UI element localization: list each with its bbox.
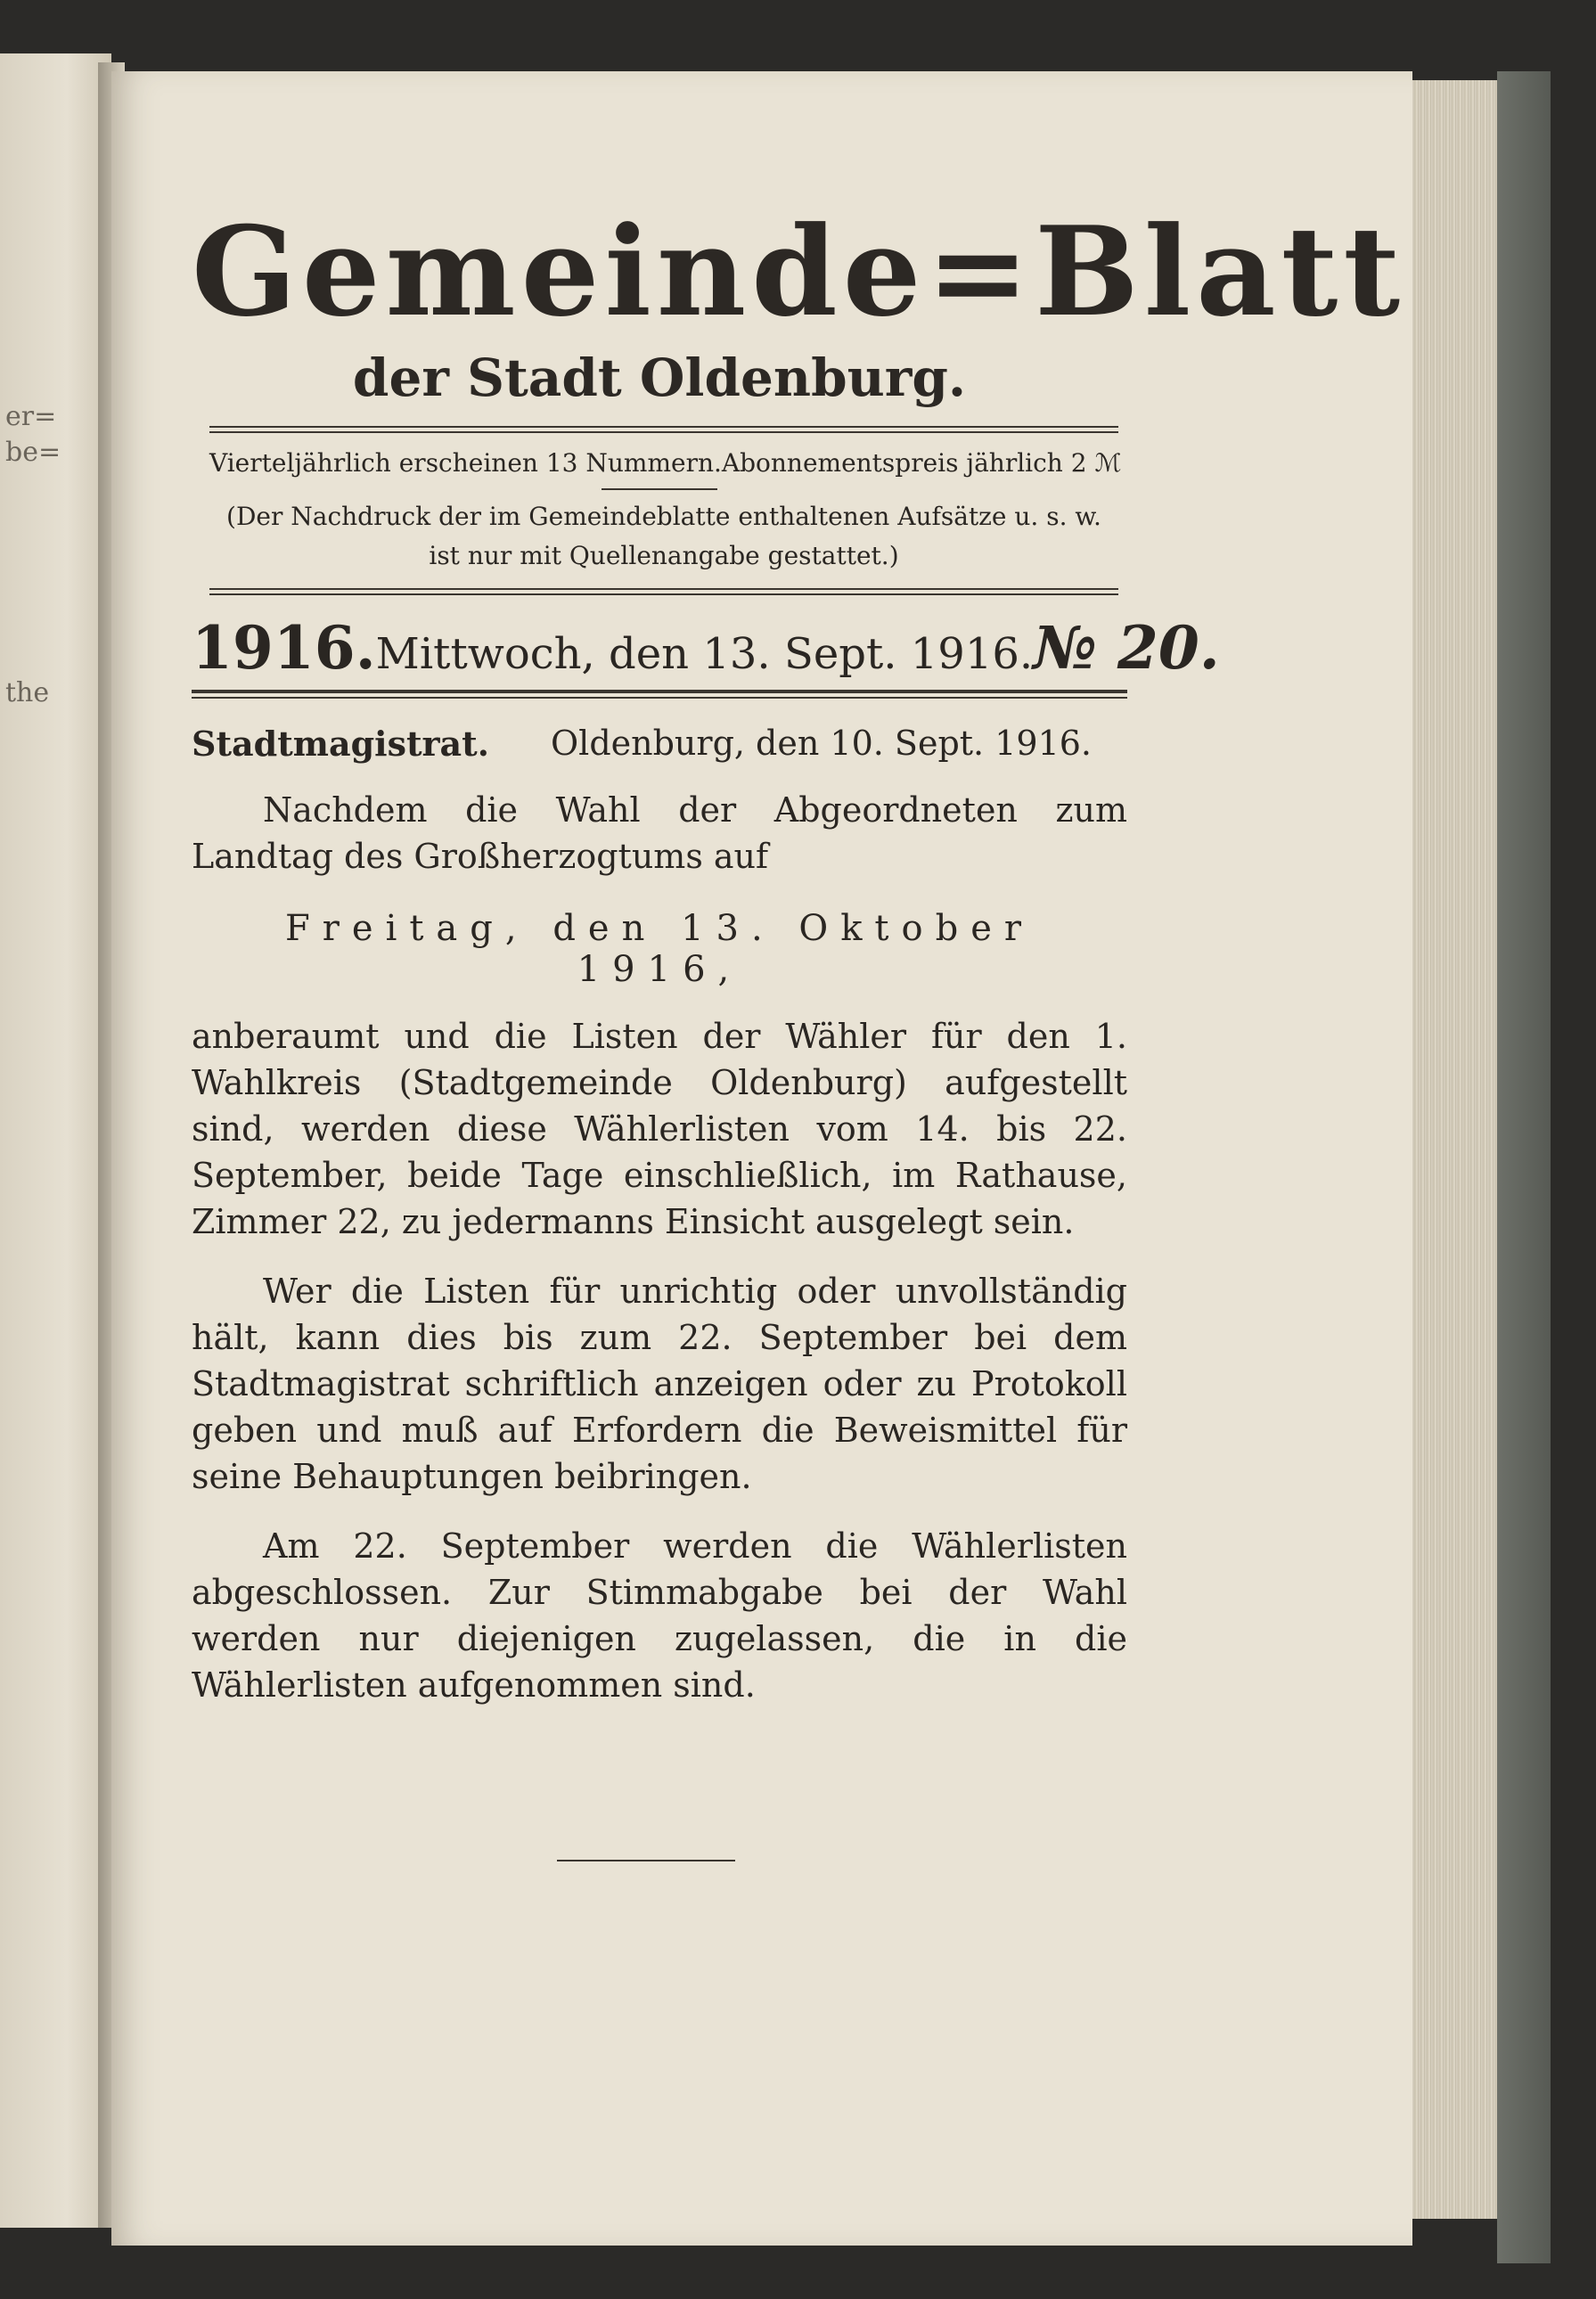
notice-paragraph: anberaumt und die Listen der Wähler für den 1. Wahlkreis (Stadtgemeinde Oldenburg) aufgestellt sind, werden diese Wählerlisten vom 14. bis 22. September, beide Tage einschließlich, im Rathause, Zimmer 22, zu jedermanns Einsicht ausgelegt sein. <box>192 1017 1127 1241</box>
short-divider <box>602 488 717 490</box>
frequency-text: Vierteljährlich erscheinen 13 Nummern. <box>209 448 722 478</box>
left-fragment: be= <box>5 437 61 468</box>
notice-paragraph: Wer die Listen für unrichtig oder unvollständig hält, kann dies bis zum 22. September bei dem Stadtmagistrat schriftlich anzeigen oder zu Protokoll geben und muß auf Erfordern die Beweismittel für seine Behauptungen beibringen. <box>192 1272 1127 1496</box>
notice-place-date: Oldenburg, den 10. Sept. 1916. <box>551 724 1092 763</box>
issue-dateline <box>192 613 1220 683</box>
reprint-notice: (Der Nachdruck der im Gemeindeblatte enthaltenen Aufsätze u. s. w. ist nur mit Quellenangabe gestattet.) <box>226 502 1101 570</box>
page-edges <box>1412 80 1497 2219</box>
left-page-text-fragments <box>0 53 111 2228</box>
notice-office: Stadtmagistrat. <box>192 724 489 764</box>
issue-date: Mittwoch, den 13. Sept. 1916. <box>375 629 1034 679</box>
end-divider <box>557 1860 735 1861</box>
issue-year: 1916. <box>192 613 376 683</box>
left-page <box>0 53 111 2228</box>
masthead-title: Gemeinde=Blatt <box>192 199 1406 344</box>
subscription-price: Abonnementspreis jährlich 2 ℳ <box>721 448 1122 478</box>
left-fragment: er= <box>5 401 57 432</box>
election-date: Freitag, den 13. Oktober 1916, <box>285 908 1034 990</box>
book-cover <box>1497 71 1551 2263</box>
subscription-info <box>209 444 1122 483</box>
issue-number: № 20. <box>1033 613 1220 683</box>
masthead-subtitle: der Stadt Oldenburg. <box>352 348 967 408</box>
header-rule <box>209 426 1118 433</box>
issue-rule <box>209 588 1118 595</box>
notice-header <box>192 724 1092 764</box>
dateline-rule <box>192 690 1127 699</box>
left-fragment: the <box>5 677 50 708</box>
document-content <box>192 199 1406 1861</box>
notice-paragraph: Nachdem die Wahl der Abgeordneten zum Landtag des Großherzogtums auf <box>192 790 1127 876</box>
notice-paragraph: Am 22. September werden die Wählerlisten abgeschlossen. Zur Stimmabgabe bei der Wahl werden nur diejenigen zugelassen, die in die Wählerlisten aufgenommen sind. <box>192 1526 1127 1705</box>
